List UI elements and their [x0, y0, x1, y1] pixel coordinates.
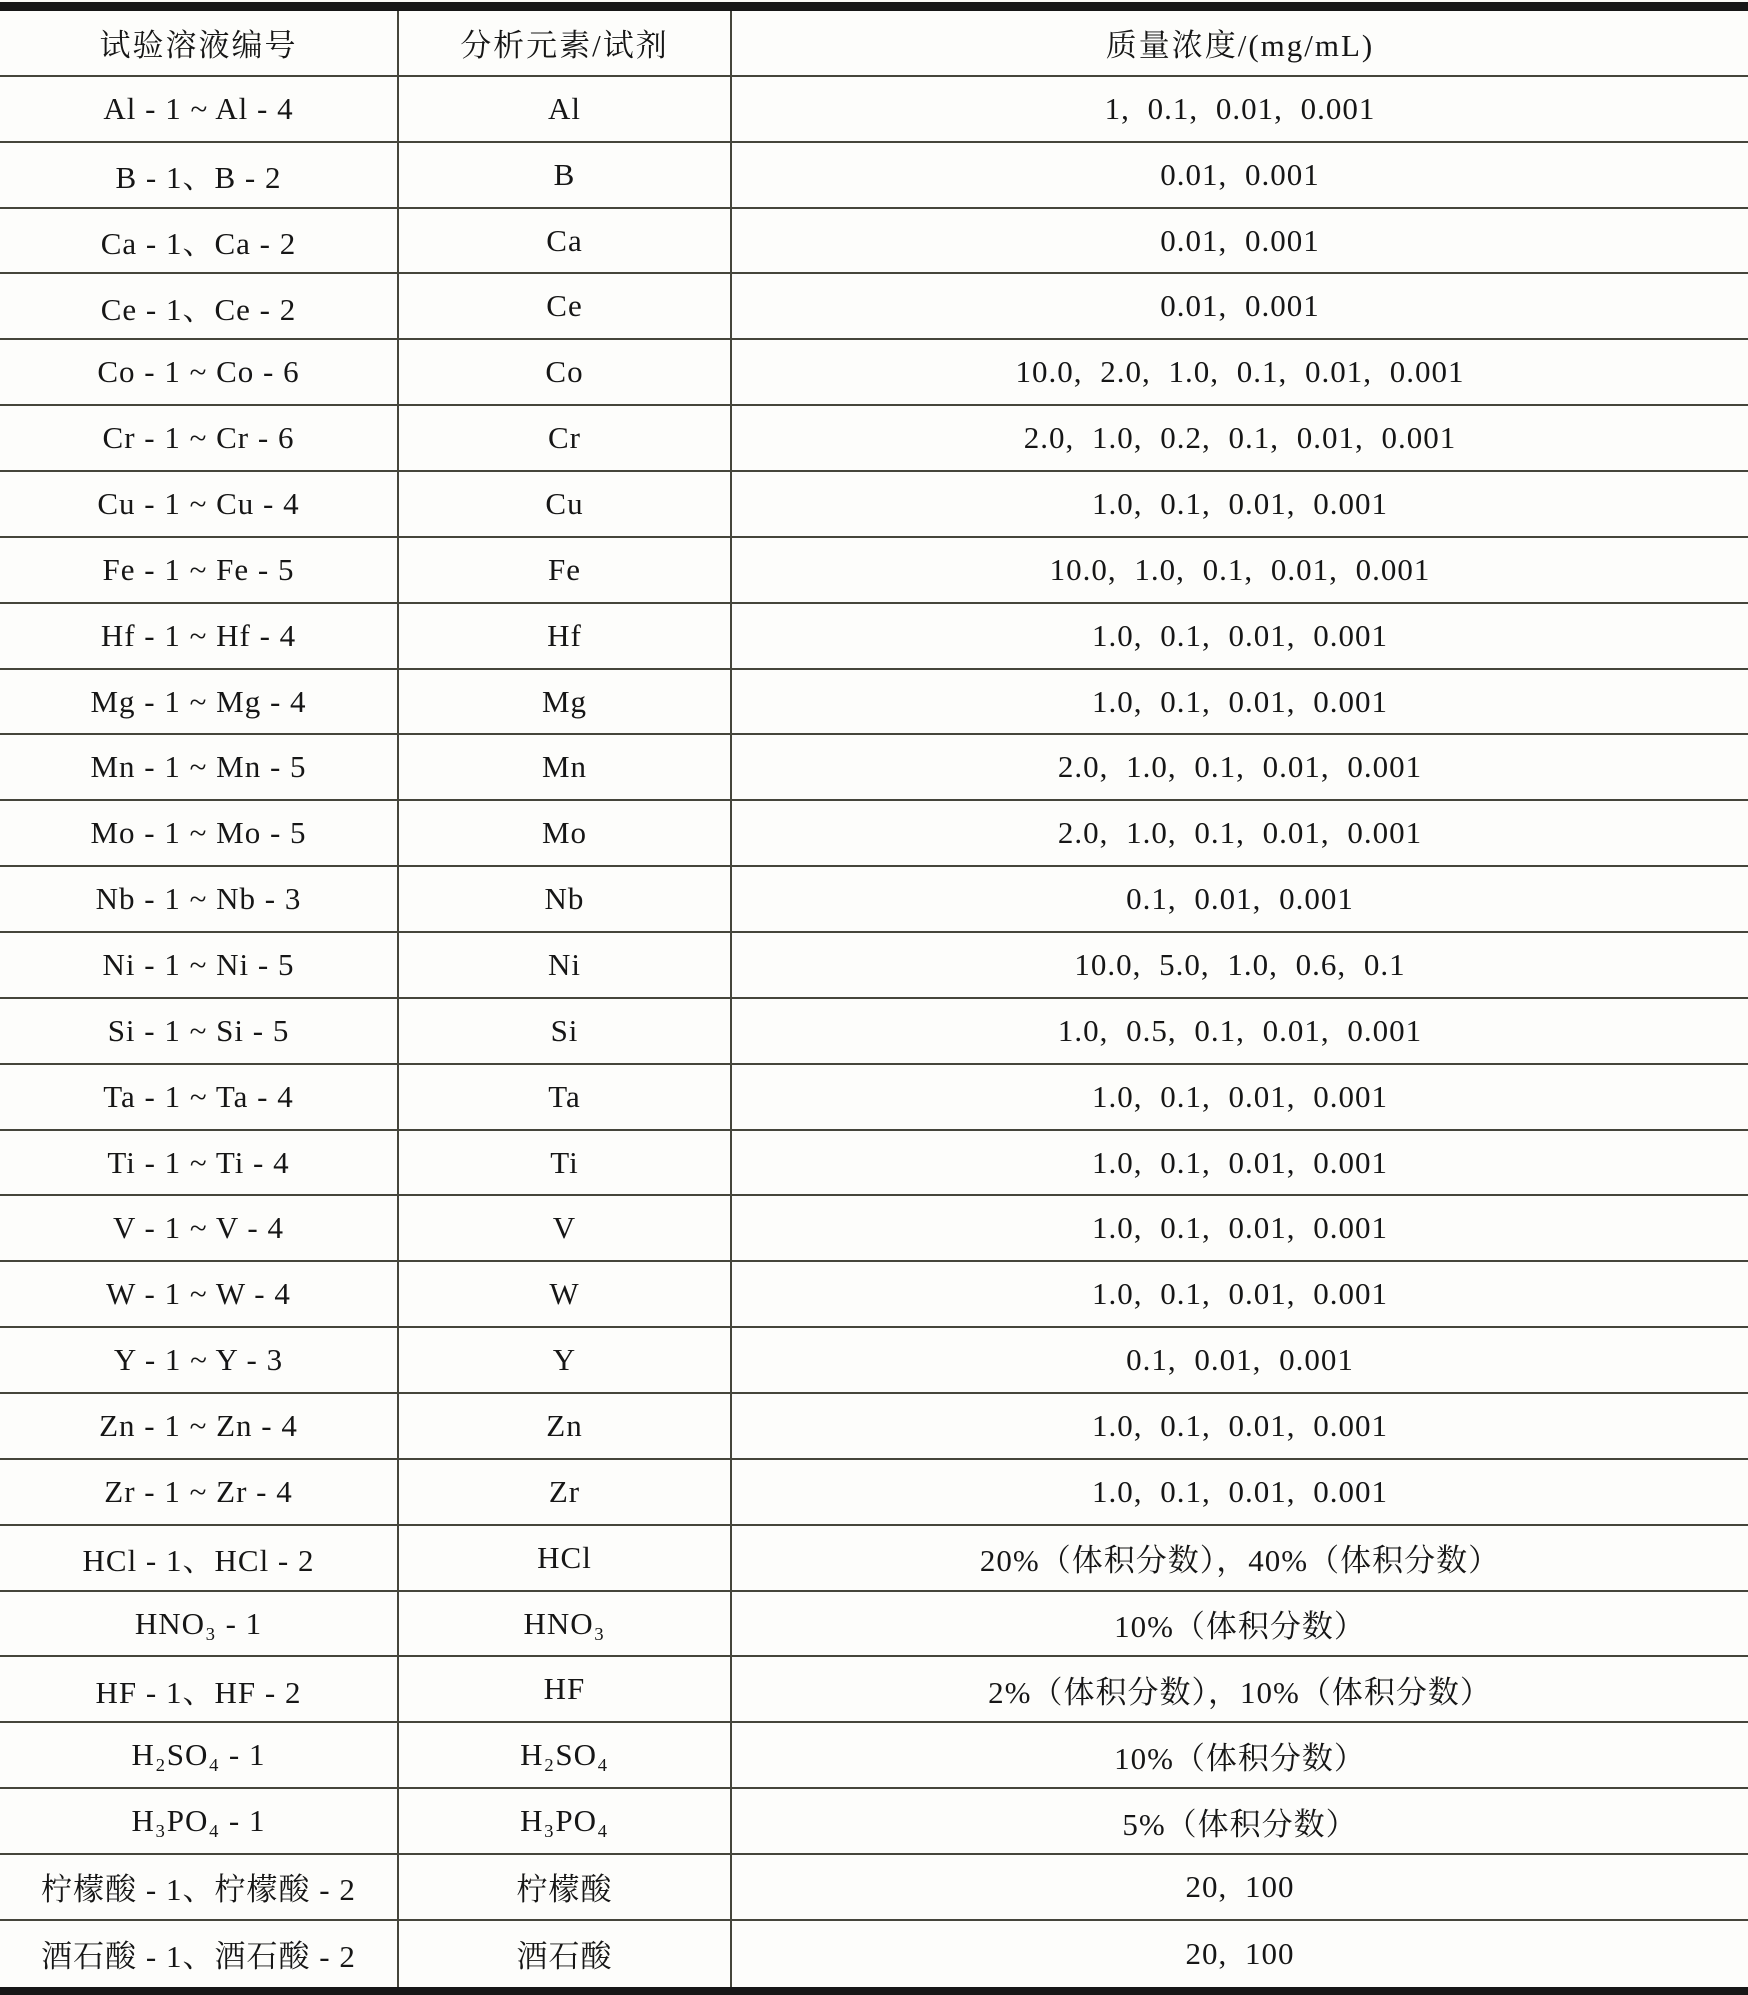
table-row-hfacid: [0, 1657, 1748, 1723]
cell-concentration: 10%（体积分数）: [730, 1592, 1748, 1656]
cell-concentration: 0.01, 0.001: [730, 274, 1748, 338]
column-header-solution-id: 试验溶液编号: [99, 28, 298, 64]
table-row-w: [0, 1262, 1748, 1328]
column-header-element-reagent: 分析元素/试剂: [397, 11, 730, 75]
cell-solution-id: V - 1 ~ V - 4: [112, 1210, 284, 1246]
cell-concentration: 10.0, 5.0, 1.0, 0.6, 0.1: [730, 933, 1748, 997]
cell-solution-id: Zn - 1 ~ Zn - 4: [99, 1407, 298, 1443]
cell-concentration: 20%（体积分数），40%（体积分数）: [730, 1526, 1748, 1590]
table-row-ca: [0, 209, 1748, 275]
cell-element: Ca: [397, 209, 730, 273]
cell-concentration: 2.0, 1.0, 0.2, 0.1, 0.01, 0.001: [730, 406, 1748, 470]
table-row-hf: [0, 604, 1748, 670]
cell-solution-id: Ce - 1、Ce - 2: [100, 291, 297, 327]
cell-concentration: 1.0, 0.1, 0.01, 0.001: [730, 472, 1748, 536]
table-row-citric-acid: [0, 1855, 1748, 1921]
cell-concentration: 2.0, 1.0, 0.1, 0.01, 0.001: [730, 801, 1748, 865]
cell-solution-id: H₃PO₄ - 1: [131, 1803, 266, 1839]
cell-solution-id: Hf - 1 ~ Hf - 4: [100, 617, 297, 653]
table-header-row: [0, 11, 1748, 77]
cell-concentration: 10%（体积分数）: [730, 1723, 1748, 1787]
cell-element: Mn: [397, 735, 730, 799]
cell-concentration: 1.0, 0.1, 0.01, 0.001: [730, 1262, 1748, 1326]
cell-solution-id: Ta - 1 ~ Ta - 4: [103, 1078, 294, 1114]
cell-element: H₃PO₄: [397, 1789, 730, 1853]
table-row-tartaric-acid: [0, 1921, 1748, 1987]
cell-element: H₂SO₄: [397, 1723, 730, 1787]
cell-concentration: 10.0, 2.0, 1.0, 0.1, 0.01, 0.001: [730, 340, 1748, 404]
cell-element: W: [397, 1262, 730, 1326]
cell-concentration: 0.01, 0.001: [730, 143, 1748, 207]
cell-solution-id: HNO₃ - 1: [134, 1605, 263, 1641]
cell-element: Ce: [397, 274, 730, 338]
cell-solution-id: Si - 1 ~ Si - 5: [107, 1012, 290, 1048]
column-header-mass-concentration: 质量浓度/(mg/mL): [730, 11, 1748, 75]
cell-solution-id: Zr - 1 ~ Zr - 4: [104, 1473, 293, 1509]
cell-solution-id: 柠檬酸 - 1、柠檬酸 - 2: [41, 1872, 356, 1908]
table-row-nb: [0, 867, 1748, 933]
cell-solution-id: Ti - 1 ~ Ti - 4: [107, 1144, 290, 1180]
table-row-ti: [0, 1131, 1748, 1197]
cell-element: Co: [397, 340, 730, 404]
cell-concentration: 1, 0.1, 0.01, 0.001: [730, 77, 1748, 141]
table-row-cu: [0, 472, 1748, 538]
cell-element: HNO₃: [397, 1592, 730, 1656]
table-row-mn: [0, 735, 1748, 801]
table-row-mo: [0, 801, 1748, 867]
cell-element: Zr: [397, 1460, 730, 1524]
table-row-al: [0, 77, 1748, 143]
cell-solution-id: Al - 1 ~ Al - 4: [103, 90, 294, 126]
cell-concentration: 20, 100: [730, 1921, 1748, 1987]
cell-solution-id: Mg - 1 ~ Mg - 4: [90, 683, 307, 719]
cell-solution-id: Y - 1 ~ Y - 3: [113, 1342, 284, 1378]
cell-element: Al: [397, 77, 730, 141]
cell-element: Ni: [397, 933, 730, 997]
cell-solution-id: Cr - 1 ~ Cr - 6: [102, 420, 295, 456]
cell-solution-id: Cu - 1 ~ Cu - 4: [97, 485, 300, 521]
cell-element: HF: [397, 1657, 730, 1721]
cell-concentration: 2.0, 1.0, 0.1, 0.01, 0.001: [730, 735, 1748, 799]
cell-concentration: 1.0, 0.1, 0.01, 0.001: [730, 1065, 1748, 1129]
cell-concentration: 0.1, 0.01, 0.001: [730, 867, 1748, 931]
cell-concentration: 5%（体积分数）: [730, 1789, 1748, 1853]
cell-concentration: 1.0, 0.5, 0.1, 0.01, 0.001: [730, 999, 1748, 1063]
cell-element: B: [397, 143, 730, 207]
cell-element: V: [397, 1196, 730, 1260]
cell-solution-id: H₂SO₄ - 1: [131, 1737, 266, 1773]
cell-solution-id: W - 1 ~ W - 4: [106, 1276, 291, 1312]
table-row-si: [0, 999, 1748, 1065]
table-row-mg: [0, 670, 1748, 736]
cell-concentration: 1.0, 0.1, 0.01, 0.001: [730, 1131, 1748, 1195]
table-row-hcl: [0, 1526, 1748, 1592]
cell-solution-id: Ca - 1、Ca - 2: [100, 226, 297, 261]
table-row-co: [0, 340, 1748, 406]
cell-concentration: 1.0, 0.1, 0.01, 0.001: [730, 1196, 1748, 1260]
cell-element: Mg: [397, 670, 730, 734]
table-row-zn: [0, 1394, 1748, 1460]
cell-concentration: 20, 100: [730, 1855, 1748, 1919]
cell-element: Ti: [397, 1131, 730, 1195]
cell-element: Mo: [397, 801, 730, 865]
cell-element: 酒石酸: [397, 1921, 730, 1987]
table-row-ni: [0, 933, 1748, 999]
cell-element: Y: [397, 1328, 730, 1392]
cell-solution-id: HF - 1、HF - 2: [95, 1674, 302, 1710]
table-row-v: [0, 1196, 1748, 1262]
table-row-b: [0, 143, 1748, 209]
table-row-h3po4: [0, 1789, 1748, 1855]
cell-solution-id: Ni - 1 ~ Ni - 5: [102, 946, 295, 982]
cell-solution-id: Nb - 1 ~ Nb - 3: [95, 881, 302, 917]
table-row-hno3: [0, 1592, 1748, 1658]
cell-concentration: 1.0, 0.1, 0.01, 0.001: [730, 670, 1748, 734]
cell-element: Cu: [397, 472, 730, 536]
cell-solution-id: Fe - 1 ~ Fe - 5: [102, 551, 295, 587]
cell-solution-id: Co - 1 ~ Co - 6: [97, 354, 300, 390]
cell-element: Ta: [397, 1065, 730, 1129]
cell-element: Cr: [397, 406, 730, 470]
cell-concentration: 0.1, 0.01, 0.001: [730, 1328, 1748, 1392]
table-row-zr: [0, 1460, 1748, 1526]
cell-solution-id: Mo - 1 ~ Mo - 5: [90, 815, 307, 851]
cell-element: Zn: [397, 1394, 730, 1458]
cell-element: Nb: [397, 867, 730, 931]
table-row-ta: [0, 1065, 1748, 1131]
cell-concentration: 2%（体积分数），10%（体积分数）: [730, 1657, 1748, 1721]
cell-concentration: 1.0, 0.1, 0.01, 0.001: [730, 1460, 1748, 1524]
table-row-cr: [0, 406, 1748, 472]
solution-concentration-table: [0, 2, 1748, 1995]
cell-solution-id: B - 1、B - 2: [115, 160, 282, 196]
cell-concentration: 1.0, 0.1, 0.01, 0.001: [730, 1394, 1748, 1458]
cell-concentration: 1.0, 0.1, 0.01, 0.001: [730, 604, 1748, 668]
cell-solution-id: HCl - 1、HCl - 2: [82, 1543, 315, 1579]
cell-element: 柠檬酸: [397, 1855, 730, 1919]
table-row-ce: [0, 274, 1748, 340]
cell-element: HCl: [397, 1526, 730, 1590]
table-row-h2so4: [0, 1723, 1748, 1789]
table-row-y: [0, 1328, 1748, 1394]
table-row-fe: [0, 538, 1748, 604]
cell-solution-id: 酒石酸 - 1、酒石酸 - 2: [41, 1939, 356, 1975]
cell-concentration: 10.0, 1.0, 0.1, 0.01, 0.001: [730, 538, 1748, 602]
cell-element: Si: [397, 999, 730, 1063]
cell-concentration: 0.01, 0.001: [730, 209, 1748, 273]
cell-solution-id: Mn - 1 ~ Mn - 5: [90, 749, 307, 785]
cell-element: Fe: [397, 538, 730, 602]
cell-element: Hf: [397, 604, 730, 668]
